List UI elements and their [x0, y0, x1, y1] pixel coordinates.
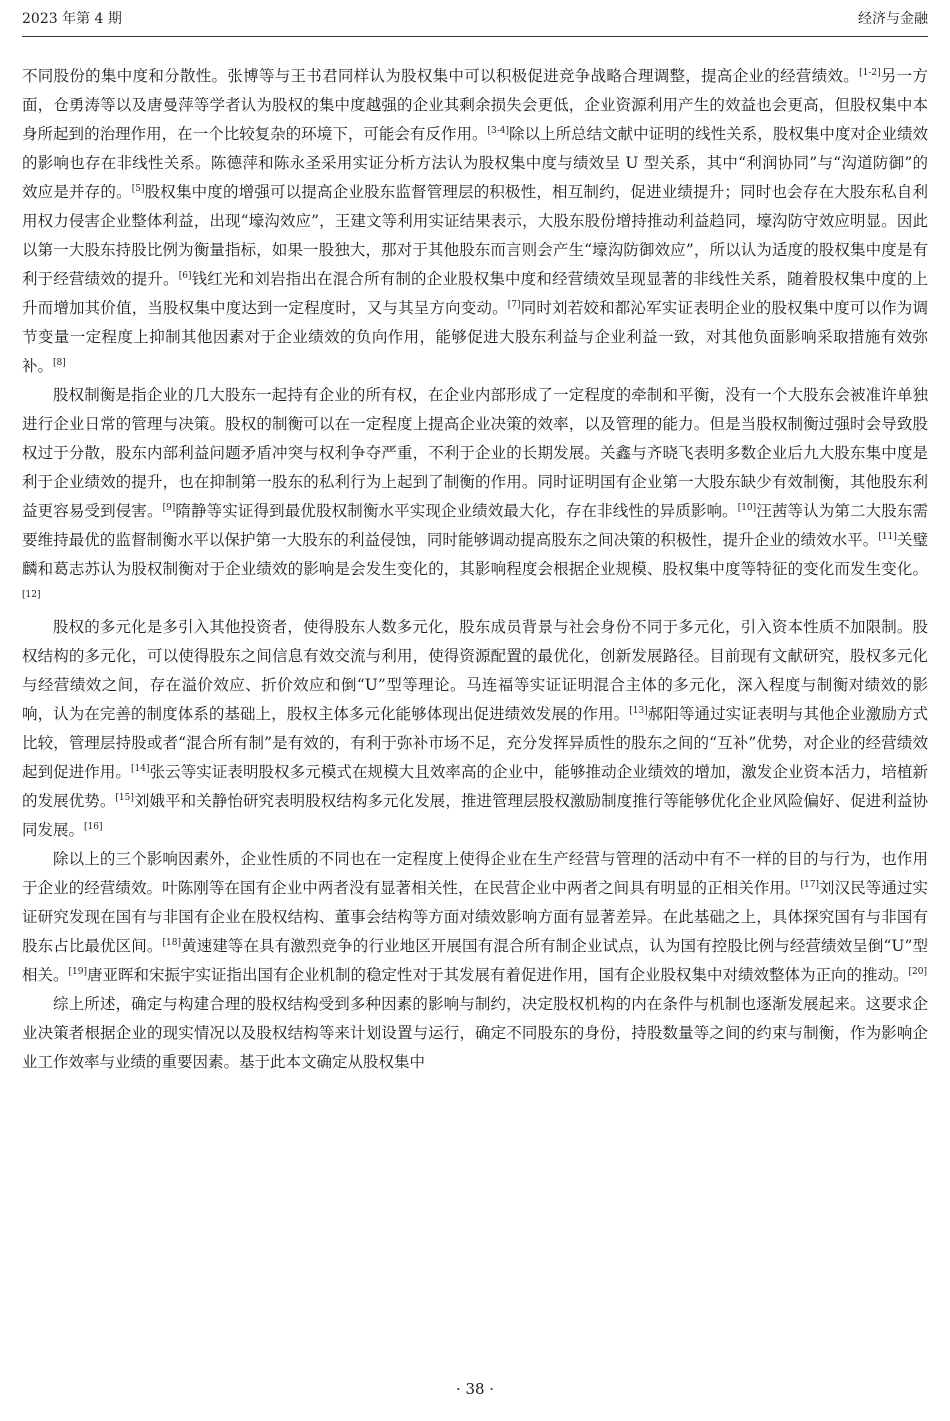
citation-ref: [14]: [131, 763, 150, 774]
citation-ref: [15]: [115, 792, 134, 803]
paragraph-text: 除以上所总结文献中证明的线性关系，股权集中度对企业绩效的影响也存在非线性关系。陈德萍和陈永圣采用实证分析方法认为股权集中度与绩效呈 U 型关系，其中“利润协同”与“沟道防御”的效应是并存的。: [22, 125, 928, 201]
citation-ref: [7]: [507, 299, 521, 310]
citation-ref: [5]: [131, 183, 145, 194]
paragraph-text: 隋静等实证得到最优股权制衡水平实现企业绩效最大化，存在非线性的异质影响。: [175, 502, 738, 520]
citation-ref: [9]: [162, 502, 176, 513]
paragraph-text: 钱红光和刘岩指出在混合所有制的企业股权集中度和经营绩效呈现显著的非线性关系，随着股权集中度的上升而增加其价值，当股权集中度达到一定程度时，又与其呈方向变动。: [22, 270, 928, 317]
paragraph-text: 除以上的三个影响因素外，企业性质的不同也在一定程度上使得企业在生产经营与管理的活动中有不一样的目的与行为，也作用于企业的经营绩效。叶陈刚等在国有企业中两者没有显著相关性，在民营企业中两者之间具有明显的正相关作用。: [22, 850, 928, 897]
paragraph-text: 同时刘若姣和都沁军实证表明企业的股权集中度可以作为调节变量一定程度上抑制其他因素对于企业绩效的负向作用，能够促进大股东利益与企业利益一致，对其他负面影响采取措施有效弥补。: [22, 299, 928, 375]
issue-label: 2023 年第 4 期: [22, 11, 122, 27]
page-header: [22, 0, 928, 37]
citation-ref: [17]: [800, 879, 819, 890]
paragraph-text: 综上所述，确定与构建合理的股权结构受到多种因素的影响与制约，决定股权机构的内在条件与机制也逐渐发展起来。这要求企业决策者根据企业的现实情况以及股权结构等来计划设置与运行，确定不同股东的身份，持股数量等之间的约束与制衡，作为影响企业工作效率与业绩的重要因素。基于此本文确定从股权集中: [22, 995, 928, 1071]
journal-title: 经济与金融: [858, 11, 928, 27]
paragraph-text: 不同股份的集中度和分散性。张博等与王书君同样认为股权集中可以积极促进竞争战略合理调整，提高企业的经营绩效。: [22, 67, 860, 85]
article-body: [22, 62, 928, 1077]
paragraph: [22, 845, 928, 990]
citation-ref: [11]: [878, 531, 897, 542]
citation-ref: [8]: [53, 357, 66, 368]
paragraph-text: 汪茜等认为第二大股东需要维持最优的监督制衡水平以保护第一大股东的利益侵蚀，同时能够调动提高股东之间决策的积极性，提升企业的绩效水平。: [22, 502, 928, 549]
paragraph-text: 刘娥平和关静怡研究表明股权结构多元化发展，推进管理层股权激励制度推行等能够优化企业风险偏好、促进利益协同发展。: [22, 792, 928, 839]
citation-ref: [18]: [162, 937, 181, 948]
paragraph: [22, 613, 928, 845]
paragraph-text: 黄速建等在具有激烈竞争的行业地区开展国有混合所有制企业试点，认为国有控股比例与经营绩效呈倒“U”型相关。: [22, 937, 928, 984]
citation-ref: [3-4]: [487, 125, 510, 136]
paragraph-text: 股权集中度的增强可以提高企业股东监督管理层的积极性，相互制约，促进业绩提升；同时也会存在大股东私自利用权力侵害企业整体利益，出现“壕沟效应”，王建文等利用实证结果表示，大股东股份增持推动利益趋同，壕沟防守效应明显。因此以第一大股东持股比例为衡量指标，如果一股独大，那对于其他股东而言则会产生“壕沟防御效应”，所以认为适度的股权集中度是有利于经营绩效的提升。: [22, 183, 928, 288]
citation-ref: [19]: [68, 966, 87, 977]
paragraph: [22, 62, 928, 381]
citation-ref: [10]: [737, 502, 757, 513]
paragraph-text: 郝阳等通过实证表明与其他企业激励方式比较，管理层持股或者“混合所有制”是有效的，有利于弥补市场不足，充分发挥异质性的股东之间的“互补”优势，对企业的经营绩效起到促进作用。: [22, 705, 928, 781]
page-number: · 38 ·: [455, 1380, 495, 1398]
paragraph: [22, 990, 928, 1077]
paragraph: [22, 381, 928, 613]
citation-ref: [20]: [908, 966, 927, 977]
paragraph-text: 唐亚晖和宋振宇实证指出国有企业机制的稳定性对于其发展有着促进作用，国有企业股权集中对绩效整体为正向的推动。: [87, 966, 909, 984]
citation-ref: [1-2]: [859, 67, 881, 78]
paragraph-text: 刘汉民等通过实证研究发现在国有与非国有企业在股权结构、董事会结构等方面对绩效影响方面有显著差异。在此基础之上，具体探究国有与非国有股东占比最优区间。: [22, 879, 928, 955]
paragraph-text: 另一方面，仓勇涛等以及唐曼萍等学者认为股权的集中度越强的企业其剩余损失会更低，企业资源利用产生的效益也会更高，但股权集中本身所起到的治理作用，在一个比较复杂的环境下，可能会有反作用。: [22, 67, 928, 143]
paragraph-text: 股权制衡是指企业的几大股东一起持有企业的所有权，在企业内部形成了一定程度的牵制和平衡，没有一个大股东会被准许单独进行企业日常的管理与决策。股权的制衡可以在一定程度上提高企业决策的效率，以及管理的能力。但是当股权制衡过强时会导致股权过于分散，股东内部利益问题矛盾冲突与权利争夺严重，不利于企业的长期发展。关鑫与齐晓飞表明多数企业后九大股东集中度是利于企业绩效的提升，也在抑制第一股东的私利行为上起到了制衡的作用。同时证明国有企业第一大股东缺少有效制衡，其他股东利益更容易受到侵害。: [22, 386, 928, 520]
citation-ref: [12]: [22, 589, 41, 600]
citation-ref: [16]: [84, 821, 103, 832]
paragraph-text: 张云等实证表明股权多元模式在规模大且效率高的企业中，能够推动企业绩效的增加，激发企业资本活力，培植新的发展优势。: [22, 763, 928, 810]
citation-ref: [6]: [178, 270, 192, 281]
paragraph-text: 股权的多元化是多引入其他投资者，使得股东人数多元化，股东成员背景与社会身份不同于多元化，引入资本性质不加限制。股权结构的多元化，可以使得股东之间信息有效交流与利用，使得资源配置的最优化，创新发展路径。目前现有文献研究，股权多元化与经营绩效之间，存在溢价效应、折价效应和倒“U”型等理论。马连福等实证证明混合主体的多元化，深入程度与制衡对绩效的影响，认为在完善的制度体系的基础上，股权主体多元化能够体现出促进绩效发展的作用。: [22, 618, 928, 723]
paragraph-text: 关璧麟和葛志苏认为股权制衡对于企业绩效的影响是会发生变化的，其影响程度会根据企业规模、股权集中度等特征的变化而发生变化。: [22, 531, 928, 578]
citation-ref: [13]: [629, 705, 648, 716]
